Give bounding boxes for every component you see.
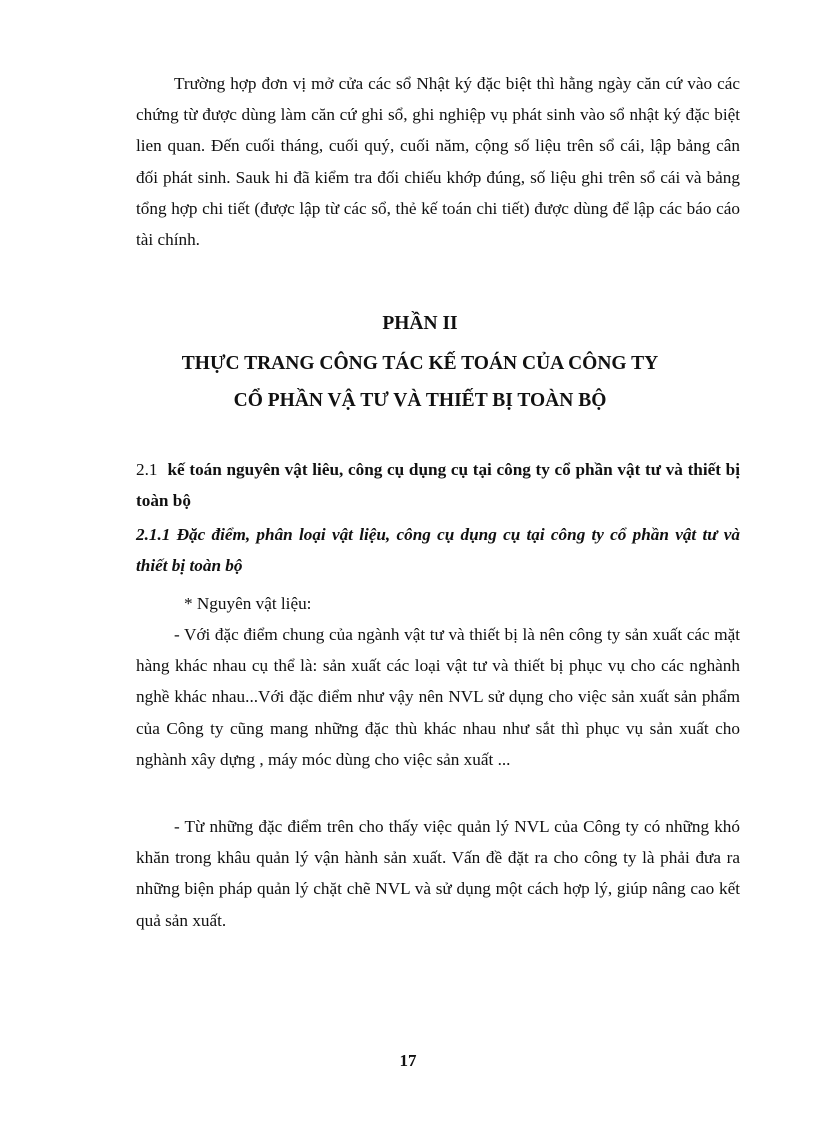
intro-paragraph: Trường hợp đơn vị mở cửa các sổ Nhật ký đặc biệt thì hằng ngày căn cứ vào các chứng từ được dùng làm căn cứ ghi sổ, ghi nghiệp vụ phát sinh vào sổ nhật ký đặc biệt lien quan. Đến cuối tháng, cuối quý, cuối năm, cộng số liệu trên sổ cái, lập bảng cân đối phát sinh. Sauk hi đã kiểm tra đối chiếu khớp đúng, số liệu ghi trên sổ cái và bảng tổng hợp chi tiết (được lập từ các sổ, thẻ kế toán chi tiết) được dùng để lập các báo cáo tài chính. xyxy=(136,74,740,250)
page-number: 17 xyxy=(399,1051,417,1070)
section-2-1-number: 2.1 xyxy=(136,460,158,479)
section-2-1-1-heading: 2.1.1 Đặc điểm, phân loại vật liệu, công cụ dụng cụ tại công ty cổ phần vật tư và thiết bị toàn bộ xyxy=(136,525,740,576)
nvl-management-paragraph: - Từ những đặc điểm trên cho thấy việc quản lý NVL của Công ty có những khó khăn trong khâu quản lý vận hành sản xuất. Vấn đề đặt ra cho công ty là phải đưa ra những biện pháp quản lý chặt chẽ NVL và sử dụng một cách hợp lý, giúp nâng cao kết quả sản xuất. xyxy=(136,817,740,930)
part-heading-line-2: CỔ PHẦN VẬ TƯ VÀ THIẾT BỊ TOÀN BỘ xyxy=(233,390,607,411)
section-2-1-heading xyxy=(136,454,740,516)
part-heading-line-1: THỰC TRANG CÔNG TÁC KẾ TOÁN CỦA CÔNG TY xyxy=(181,353,659,374)
nvl-features-paragraph: - Với đặc điểm chung của ngành vật tư và thiết bị là nên công ty sản xuất các mặt hàng khác nhau cụ thể là: sản xuất các loại vật tư và thiết bị phục vụ cho các nghành nghề khác nhau...Với đặc điểm như vậy nên NVL sử dụng cho việc sản xuất sản phẩm của Công ty cũng mang những đặc thù khác nhau như sắt thì phục vụ sản xuất cho nghành xây dựng , máy móc dùng cho việc sản xuất ... xyxy=(136,625,740,769)
part-title: PHẦN II xyxy=(382,313,458,334)
nvl-label: * Nguyên vật liệu: xyxy=(184,594,312,613)
section-2-1-title: kế toán nguyên vật liêu, công cụ dụng cụ tại công ty cổ phần vật tư và thiết bị toàn bộ xyxy=(136,460,740,511)
